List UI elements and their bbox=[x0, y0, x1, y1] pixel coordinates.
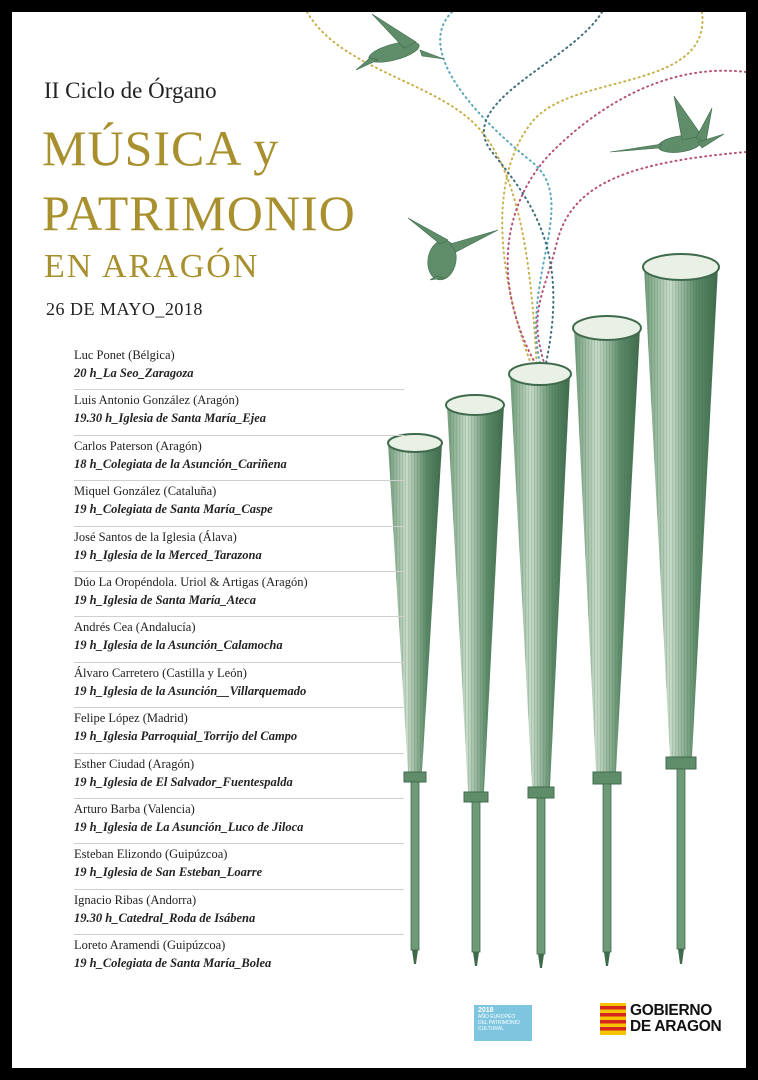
heritage-logo-line: DEL PATRIMONIO bbox=[478, 1020, 520, 1026]
list-item bbox=[74, 844, 404, 889]
list-item bbox=[74, 527, 404, 572]
organ-pipe bbox=[509, 363, 571, 968]
concert-details: 19 h_Iglesia Parroquial_Torrijo del Campo bbox=[74, 729, 298, 744]
list-item bbox=[74, 617, 404, 662]
performer-name: Miquel González (Cataluña) bbox=[74, 484, 217, 499]
aragon-flag-icon bbox=[600, 1003, 626, 1035]
organ-pipe bbox=[446, 395, 504, 966]
performer-name: Esteban Elizondo (Guipúzcoa) bbox=[74, 847, 228, 862]
performer-name: Felipe López (Madrid) bbox=[74, 711, 188, 726]
heritage-logo-line: AÑO EUROPEO bbox=[478, 1014, 516, 1020]
heritage-year-logo bbox=[474, 1005, 532, 1041]
concert-details: 19 h_Iglesia de la Asunción_Calamocha bbox=[74, 638, 283, 653]
concert-details: 19 h_Iglesia de La Asunción_Luco de Jiloca bbox=[74, 819, 304, 834]
performer-name: Arturo Barba (Valencia) bbox=[74, 801, 195, 816]
title-line-1: MÚSICA y bbox=[42, 120, 280, 176]
government-logo-line1: GOBIERNO bbox=[630, 1002, 712, 1019]
list-item bbox=[74, 663, 404, 708]
performer-name: Loreto Aramendi (Guipúzcoa) bbox=[74, 938, 226, 953]
list-item bbox=[74, 481, 404, 526]
list-item bbox=[74, 799, 404, 844]
list-item bbox=[74, 708, 404, 753]
hummingbird-icon bbox=[610, 96, 724, 155]
heritage-logo-line: CULTURAL bbox=[478, 1026, 505, 1032]
performer-name: Álvaro Carretero (Castilla y León) bbox=[74, 665, 247, 680]
concert-details: 19.30 h_Catedral_Roda de Isábena bbox=[74, 910, 256, 925]
concert-details: 19 h_Iglesia de El Salvador_Fuentespalda bbox=[74, 774, 293, 789]
organ-pipe bbox=[643, 254, 719, 964]
performer-name: Carlos Paterson (Aragón) bbox=[74, 438, 202, 453]
hummingbird-icon bbox=[408, 218, 498, 282]
list-item bbox=[74, 890, 404, 935]
concert-details: 19 h_Iglesia de la Merced_Tarazona bbox=[74, 547, 262, 562]
government-logo-text bbox=[630, 1003, 721, 1035]
performer-name: Luis Antonio González (Aragón) bbox=[74, 393, 239, 408]
list-item bbox=[74, 754, 404, 799]
list-item bbox=[74, 935, 404, 980]
concert-details: 19.30 h_Iglesia de Santa María_Ejea bbox=[74, 411, 267, 426]
government-logo bbox=[600, 1003, 740, 1043]
list-item bbox=[74, 572, 404, 617]
performer-name: Andrés Cea (Andalucía) bbox=[74, 620, 196, 635]
performer-name: José Santos de la Iglesia (Álava) bbox=[74, 529, 237, 544]
concert-details: 19 h_Colegiata de Santa María_Caspe bbox=[74, 502, 273, 517]
concert-details: 19 h_Iglesia de San Esteban_Loarre bbox=[74, 865, 263, 880]
concert-details: 18 h_Colegiata de la Asunción_Cariñena bbox=[74, 456, 287, 471]
concert-details: 19 h_Colegiata de Santa María_Bolea bbox=[74, 956, 272, 971]
organ-pipe bbox=[573, 316, 641, 966]
hummingbird-icon bbox=[356, 14, 444, 70]
performer-name: Dúo La Oropéndola. Uriol & Artigas (Aragón) bbox=[74, 574, 308, 589]
poster bbox=[12, 12, 746, 1068]
performer-name: Luc Ponet (Bélgica) bbox=[74, 348, 175, 362]
concert-list bbox=[74, 345, 404, 980]
list-item bbox=[74, 390, 404, 435]
title-line-3: EN ARAGÓN bbox=[44, 248, 260, 285]
concert-details: 20 h_La Seo_Zaragoza bbox=[74, 366, 194, 380]
list-item bbox=[74, 436, 404, 481]
title-line-2: PATRIMONIO bbox=[42, 185, 356, 241]
concert-details: 19 h_Iglesia de Santa María_Ateca bbox=[74, 592, 256, 607]
performer-name: Ignacio Ribas (Andorra) bbox=[74, 892, 197, 907]
government-logo-line2: DE ARAGON bbox=[630, 1018, 722, 1035]
list-item bbox=[74, 345, 404, 390]
event-date: 26 DE MAYO_2018 bbox=[46, 299, 203, 319]
performer-name: Esther Ciudad (Aragón) bbox=[74, 756, 195, 771]
cycle-subtitle: II Ciclo de Órgano bbox=[44, 78, 217, 103]
concert-details: 19 h_Iglesia de la Asunción__Villarquemado bbox=[74, 683, 307, 698]
heritage-logo-year: 2018 bbox=[478, 1007, 494, 1014]
